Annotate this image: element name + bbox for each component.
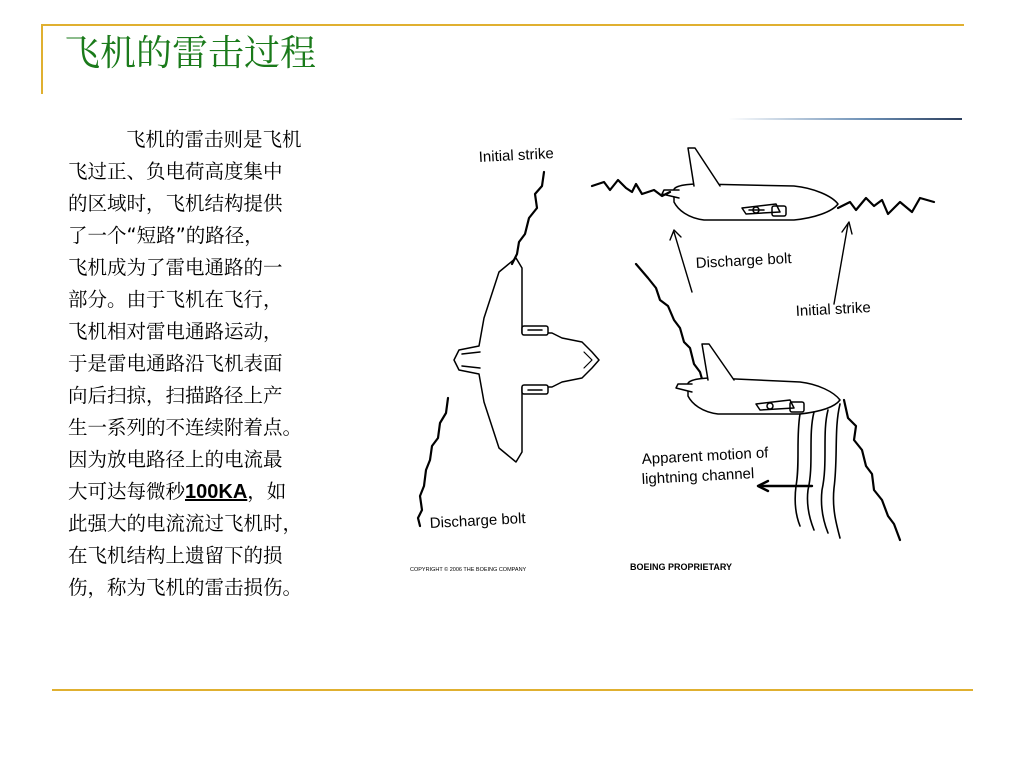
figure-proprietary: BOEING PROPRIETARY [630, 562, 733, 572]
paragraph-line-current [68, 476, 368, 508]
lightning-bolt-top-left [592, 180, 670, 196]
label-apparent-motion-line1: Apparent motion of [641, 444, 769, 468]
label-initial-strike-left: Initial strike [478, 145, 555, 166]
label-initial-strike-right: Initial strike [795, 299, 872, 320]
slide-title: 飞机的雷击过程 [64, 33, 317, 74]
paragraph-line: 生一系列的不连续附着点。 [68, 416, 303, 439]
airplane-side-view-bottom [676, 344, 840, 414]
paragraph-line: 在飞机结构上遗留下的损 [68, 544, 283, 567]
line-suffix: ，如 [247, 480, 287, 503]
paragraph-line: 因为放电路径上的电流最 [68, 448, 283, 471]
airplane-side-view-top [662, 148, 838, 220]
lightning-bolt-descending [636, 264, 704, 386]
lightning-bolt-top-right [838, 198, 934, 214]
label-discharge-bolt-bottom: Discharge bolt [429, 509, 526, 532]
lightning-strike-diagram [404, 128, 964, 588]
title-top-rule [41, 24, 964, 26]
paragraph-line: 了一个“短路”的路径， [68, 224, 264, 247]
paragraph-line: 此强大的电流流过飞机时， [68, 512, 303, 535]
figure-copyright: COPYRIGHT © 2006 THE BOEING COMPANY [410, 567, 527, 573]
paragraph-line: 部分。由于飞机在飞行， [68, 288, 283, 311]
lightning-bolt-right-discharge [844, 400, 900, 540]
label-apparent-motion-line2: lightning channel [641, 465, 755, 488]
title-accent-line [728, 118, 962, 120]
line-prefix: 大可达每微秒 [68, 480, 186, 503]
paragraph-line: 向后扫掠，扫描路径上产 [68, 384, 283, 407]
footer-rule [52, 689, 973, 691]
lightning-bolt-initial-left [512, 172, 544, 264]
paragraph-line: 的区域时，飞机结构提供 [68, 192, 283, 215]
diagram-svg [404, 128, 964, 588]
paragraph-line: 飞机成为了雷电通路的一 [68, 256, 283, 279]
title-left-rule [41, 26, 43, 94]
body-paragraph [68, 124, 368, 604]
paragraph-line: 伤，称为飞机的雷击损伤。 [68, 576, 303, 599]
lightning-bolt-discharge-left [418, 398, 448, 526]
paragraph-line: 飞机的雷击则是飞机 [126, 128, 302, 151]
current-value-emphasis: 100KA [185, 481, 248, 503]
paragraph-line: 于是雷电通路沿飞机表面 [68, 352, 283, 375]
apparent-channel-lines [795, 404, 840, 538]
paragraph-line: 飞机相对雷电通路运动， [68, 320, 283, 343]
airplane-top-view [454, 258, 599, 462]
label-discharge-bolt-top: Discharge bolt [695, 249, 792, 272]
paragraph-line: 飞过正、负电荷高度集中 [68, 160, 283, 183]
